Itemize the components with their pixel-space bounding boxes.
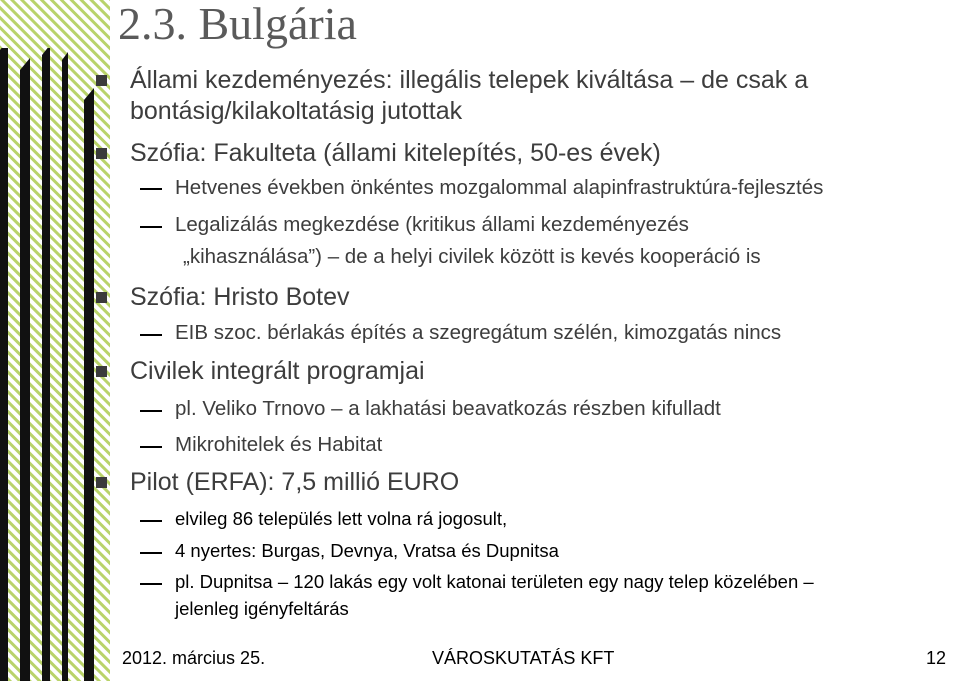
bullet-civil-programs: Civilek integrált programjai bbox=[130, 357, 425, 385]
bullet-marker bbox=[96, 148, 107, 159]
dash-marker bbox=[140, 583, 162, 585]
bullet-pilot-erfa: Pilot (ERFA): 7,5 millió EURO bbox=[130, 468, 460, 496]
footer-org: VÁROSKUTATÁS KFT bbox=[432, 648, 615, 668]
bullet-marker bbox=[96, 366, 107, 377]
bullet-hristo-botev: Szófia: Hristo Botev bbox=[130, 283, 350, 311]
sub-seventies: Hetvenes években önkéntes mozgalommal alapinfrastruktúra-fejlesztés bbox=[175, 176, 824, 199]
decorative-left-border bbox=[0, 0, 110, 681]
sub-4-winners: 4 nyertes: Burgas, Devnya, Vratsa és Dupnitsa bbox=[175, 540, 559, 561]
sub-86-settlements: elvileg 86 település lett volna rá jogosult, bbox=[175, 508, 508, 529]
footer-page-number: 12 bbox=[926, 648, 947, 668]
sub-legalization: Legalizálás megkezdése (kritikus állami kezdeményezés bbox=[175, 213, 689, 236]
bullet-marker bbox=[96, 477, 107, 488]
bullet-state-initiative: Állami kezdeményezés: illegális telepek kiváltása – de csak a bbox=[130, 66, 809, 94]
footer-date: 2012. március 25. bbox=[122, 648, 266, 668]
sub-legalization-cont: „kihasználása”) – de a helyi civilek között is kevés kooperáció is bbox=[183, 245, 761, 268]
sub-dupnitsa-cont: jelenleg igényfeltárás bbox=[175, 598, 349, 619]
bullet-fakulteta: Szófia: Fakulteta (állami kitelepítés, 50-es évek) bbox=[130, 139, 661, 167]
dash-marker bbox=[140, 552, 162, 554]
sub-microcredit: Mikrohitelek és Habitat bbox=[175, 433, 383, 456]
dash-marker bbox=[140, 334, 162, 336]
dash-marker bbox=[140, 188, 162, 190]
dash-marker bbox=[140, 226, 162, 228]
bullet-marker bbox=[96, 292, 107, 303]
bullet-marker bbox=[96, 75, 107, 86]
dash-marker bbox=[140, 520, 162, 522]
sub-dupnitsa: pl. Dupnitsa – 120 lakás egy volt katonai területen egy nagy telep közelében – bbox=[175, 571, 814, 592]
bullet-state-initiative-cont: bontásig/kilakoltatásig jutottak bbox=[130, 97, 463, 125]
dash-marker bbox=[140, 446, 162, 448]
sub-eib: EIB szoc. bérlakás építés a szegregátum szélén, kimozgatás nincs bbox=[175, 321, 782, 344]
slide-title: 2.3. Bulgária bbox=[118, 0, 357, 49]
dash-marker bbox=[140, 410, 162, 412]
sub-veliko-trnovo: pl. Veliko Trnovo – a lakhatási beavatkozás részben kifulladt bbox=[175, 397, 721, 420]
